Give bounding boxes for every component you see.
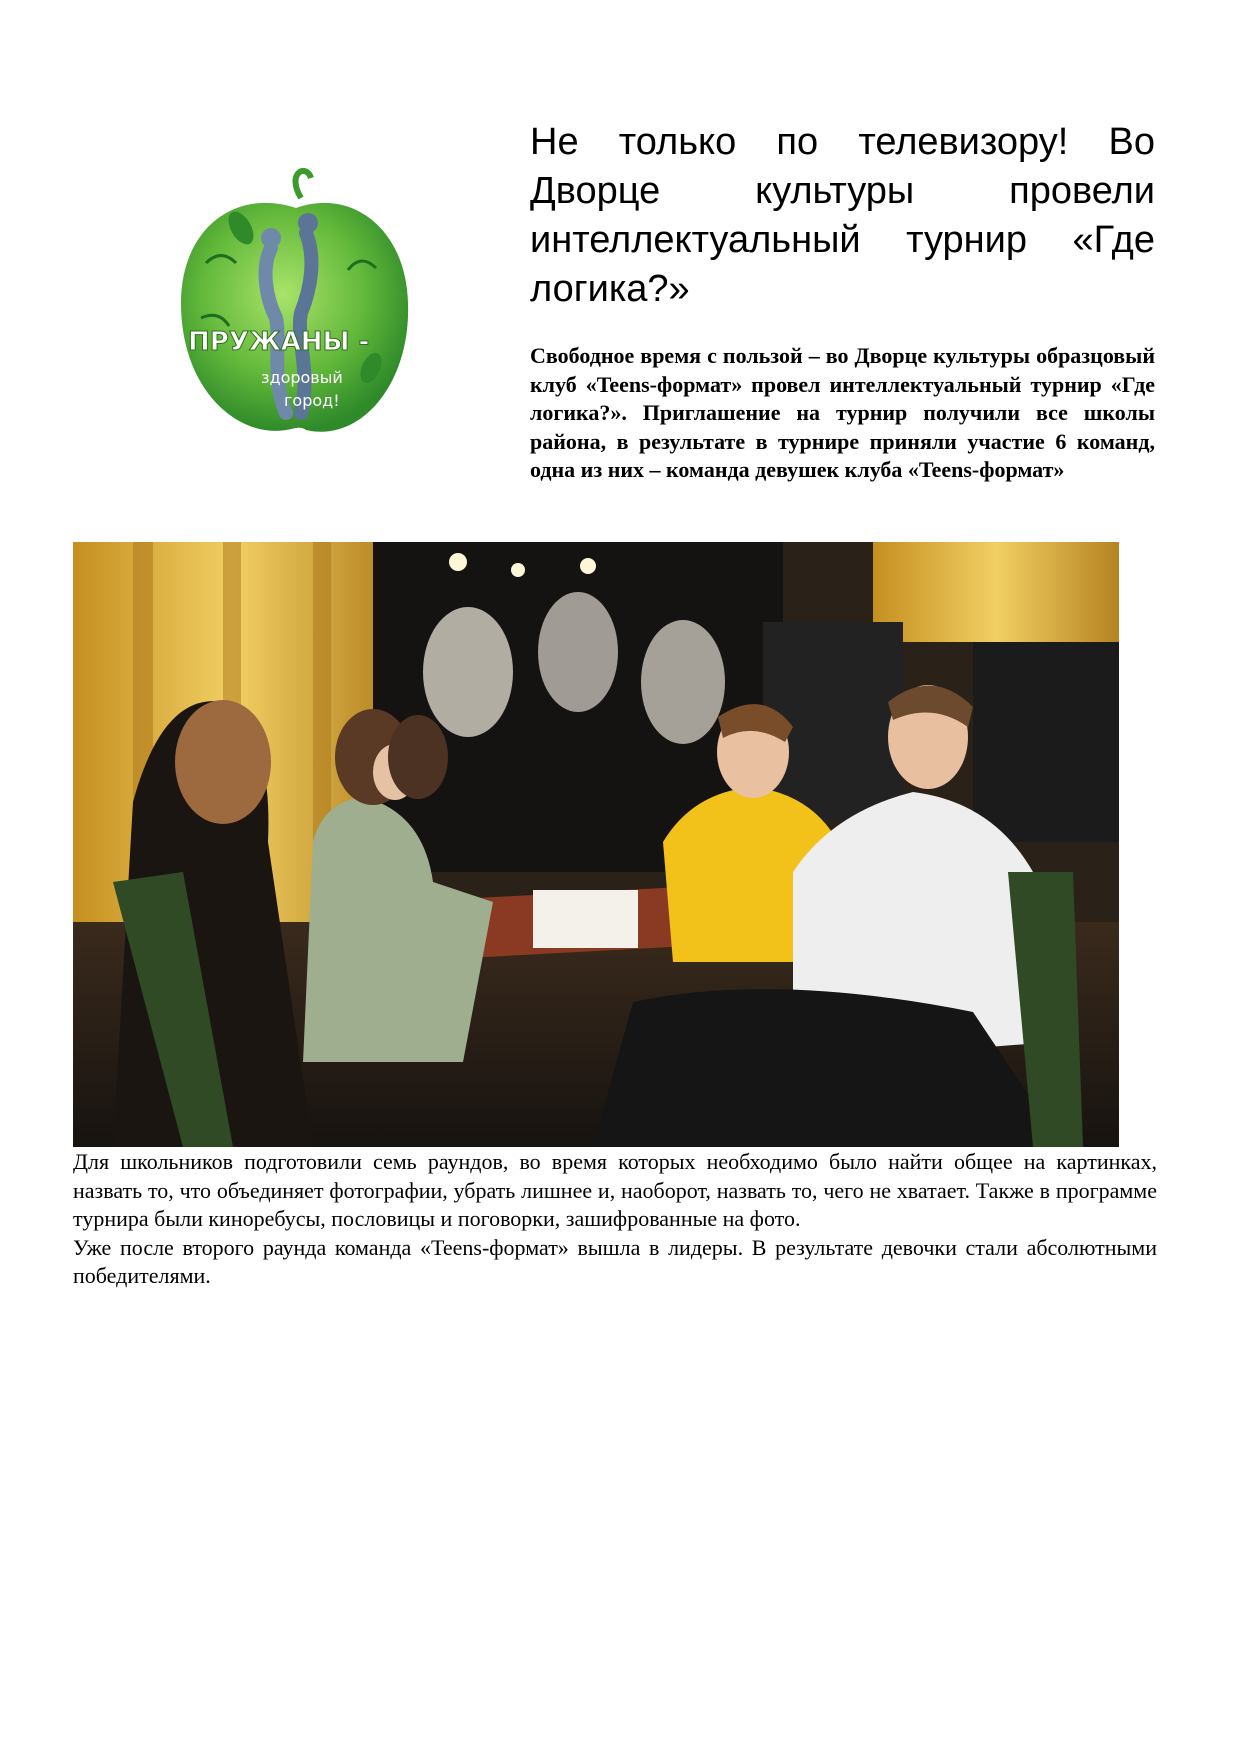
article-paragraph: Для школьников подготовили семь раундов, во время которых необходимо было найти общее на картинках, назвать то, что объединяет фотографии, убрать лишнее и, наоборот, назвать то, чего не хватает. Также в программе турнира были кинoребусы, пословицы и поговорки, зашифрованные на фото. [73, 1149, 1157, 1231]
article-body [73, 1148, 1157, 1291]
event-photo-image [73, 542, 1119, 1147]
article-lead: Свободное время с пользой – во Дворце культуры образцовый клуб «Teens-формат» провел интеллектуальный турнир «Где логика?». Приглашение на турнир получили все школы района, в результате в турнире приняли участие 6 команд, одна из них – команда девушек клуба «Teens-формат» [530, 343, 1155, 482]
logo-text-main: ПРУЖАНЫ - [188, 327, 370, 357]
logo [176, 168, 416, 448]
article-photo [73, 542, 1119, 1147]
logo-text-sub-1: здоровый [261, 368, 343, 387]
apple-logo-icon [176, 168, 416, 448]
logo-text-sub-2: город! [284, 391, 340, 410]
article-paragraph: Уже после второго раунда команда «Teens-формат» вышла в лидеры. В результате девочки стали абсолютными победителями. [73, 1234, 1157, 1288]
article-title: Не только по телевизору! Во Дворце культуры провели интеллектуальный турнир «Где логика?» [530, 121, 1155, 310]
